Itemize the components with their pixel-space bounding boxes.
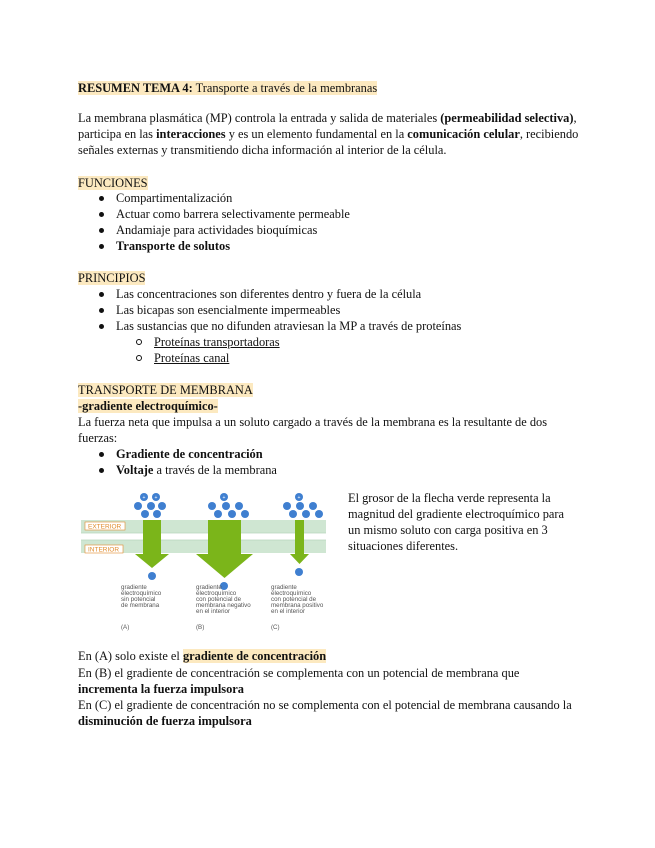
ion-inside-c	[295, 568, 303, 576]
list-item-text: a través de la membrana	[153, 463, 277, 477]
conclusion-bold: disminución de fuerza impulsora	[78, 714, 252, 728]
svg-text:en el interior: en el interior	[196, 608, 231, 615]
conclusion-bold: gradiente de concentración	[182, 649, 327, 663]
intro-line-1	[78, 110, 577, 126]
list-item: Las bicapas son esencialmente impermeables	[96, 302, 461, 318]
conclusion-c1: En (C) el gradiente de concentración no se complementa con el potencial de membrana causando la	[78, 698, 572, 712]
principios-list	[96, 286, 461, 334]
svg-text:con potencial de: con potencial de	[196, 596, 242, 603]
intro-text: participa en las	[78, 127, 157, 141]
intro-line-3: señales externas y transmitiendo dicha información al interior de la célula.	[78, 143, 447, 157]
title-prefix: RESUMEN TEMA 4:	[78, 81, 193, 95]
conclusion-text: En (A) solo existe el	[78, 649, 183, 663]
transporte-subheading-text: -gradiente electroquímico-	[78, 399, 218, 413]
list-item-bold: Transporte de solutos	[116, 239, 231, 253]
transporte-heading-text: TRANSPORTE DE MEMBRANA	[78, 383, 253, 397]
transporte-subheading	[78, 398, 218, 414]
funciones-heading-text: FUNCIONES	[78, 176, 148, 190]
sub-list-item	[136, 350, 280, 366]
svg-text:con potencial de: con potencial de	[271, 596, 317, 603]
funciones-heading	[78, 175, 148, 191]
transporte-heading	[78, 382, 253, 398]
svg-text:gradiente: gradiente	[271, 584, 297, 591]
intro-text: La membrana plasmática (MP) controla la entrada y salida de materiales	[78, 111, 441, 125]
principios-sublist	[136, 334, 280, 366]
svg-text:gradiente: gradiente	[196, 584, 222, 591]
svg-text:sin potencial: sin potencial	[121, 596, 156, 603]
intro-text: ,	[573, 111, 577, 125]
page-title	[78, 80, 377, 96]
list-item	[96, 238, 350, 254]
intro-bold: (permeabilidad selectiva)	[440, 111, 574, 125]
sub-item-text: Proteínas canal	[154, 351, 230, 365]
svg-text:(C): (C)	[271, 624, 280, 631]
svg-text:electroquímico: electroquímico	[271, 590, 312, 597]
exterior-label: EXTERIOR	[88, 523, 122, 531]
list-item: Andamiaje para actividades bioquímicas	[96, 222, 350, 238]
list-item-bold: Voltaje	[116, 463, 154, 477]
ion-inside-a	[148, 572, 156, 580]
intro-bold: interacciones	[156, 127, 226, 141]
intro-bold: comunicación celular	[407, 127, 520, 141]
sub-list-item	[136, 334, 280, 350]
list-item: Compartimentalización	[96, 190, 350, 206]
transporte-p2: fuerzas:	[78, 431, 118, 445]
principios-heading	[78, 270, 145, 286]
svg-text:electroquímico: electroquímico	[121, 590, 162, 597]
list-item	[96, 462, 277, 478]
svg-text:membrana negativo: membrana negativo	[196, 602, 251, 609]
svg-text:gradiente: gradiente	[121, 584, 147, 591]
transporte-p1: La fuerza neta que impulsa a un soluto cargado a través de la membrana es la resultante de dos	[78, 415, 548, 429]
list-item	[96, 446, 277, 462]
figure-caption: El grosor de la flecha verde representa la magnitud del gradiente electroquímico para un mismo soluto con carga positiva en 3 situaciones diferentes.	[348, 491, 565, 553]
conclusion-bold: incrementa la fuerza impulsora	[78, 682, 244, 696]
principios-heading-text: PRINCIPIOS	[78, 271, 146, 285]
electrochemical-gradient-figure	[81, 484, 341, 638]
svg-text:+: +	[142, 495, 146, 501]
intro-text: , recibiendo	[519, 127, 579, 141]
svg-text:electroquímico: electroquímico	[196, 590, 237, 597]
conclusion-b1: En (B) el gradiente de concentración se complementa con un potencial de membrana que	[78, 666, 520, 680]
conclusion-a	[78, 648, 326, 664]
intro-text: y es un elemento fundamental en la	[225, 127, 408, 141]
title-text: Transporte a través de la membranas	[192, 81, 378, 95]
fuerzas-list	[96, 446, 277, 478]
list-item-bold: Gradiente de concentración	[116, 447, 263, 461]
svg-text:en el interior: en el interior	[271, 608, 306, 615]
svg-text:+: +	[154, 495, 158, 501]
conclusion-b2	[78, 681, 244, 697]
list-item: Actuar como barrera selectivamente permeable	[96, 206, 350, 222]
intro-line-2	[78, 126, 578, 142]
list-item: Las sustancias que no difunden atraviesan la MP a través de proteínas	[96, 318, 461, 334]
conclusion-c2	[78, 713, 252, 729]
list-item: Las concentraciones son diferentes dentro y fuera de la célula	[96, 286, 461, 302]
svg-text:+: +	[222, 495, 226, 501]
svg-text:+: +	[297, 495, 301, 501]
svg-text:membrana positivo: membrana positivo	[271, 602, 324, 609]
svg-text:(A): (A)	[121, 624, 130, 631]
interior-label: INTERIOR	[88, 546, 120, 554]
svg-text:de membrana: de membrana	[121, 602, 160, 609]
funciones-list	[96, 190, 350, 254]
sub-item-text: Proteínas transportadoras	[154, 335, 280, 349]
svg-text:(B): (B)	[196, 624, 205, 631]
